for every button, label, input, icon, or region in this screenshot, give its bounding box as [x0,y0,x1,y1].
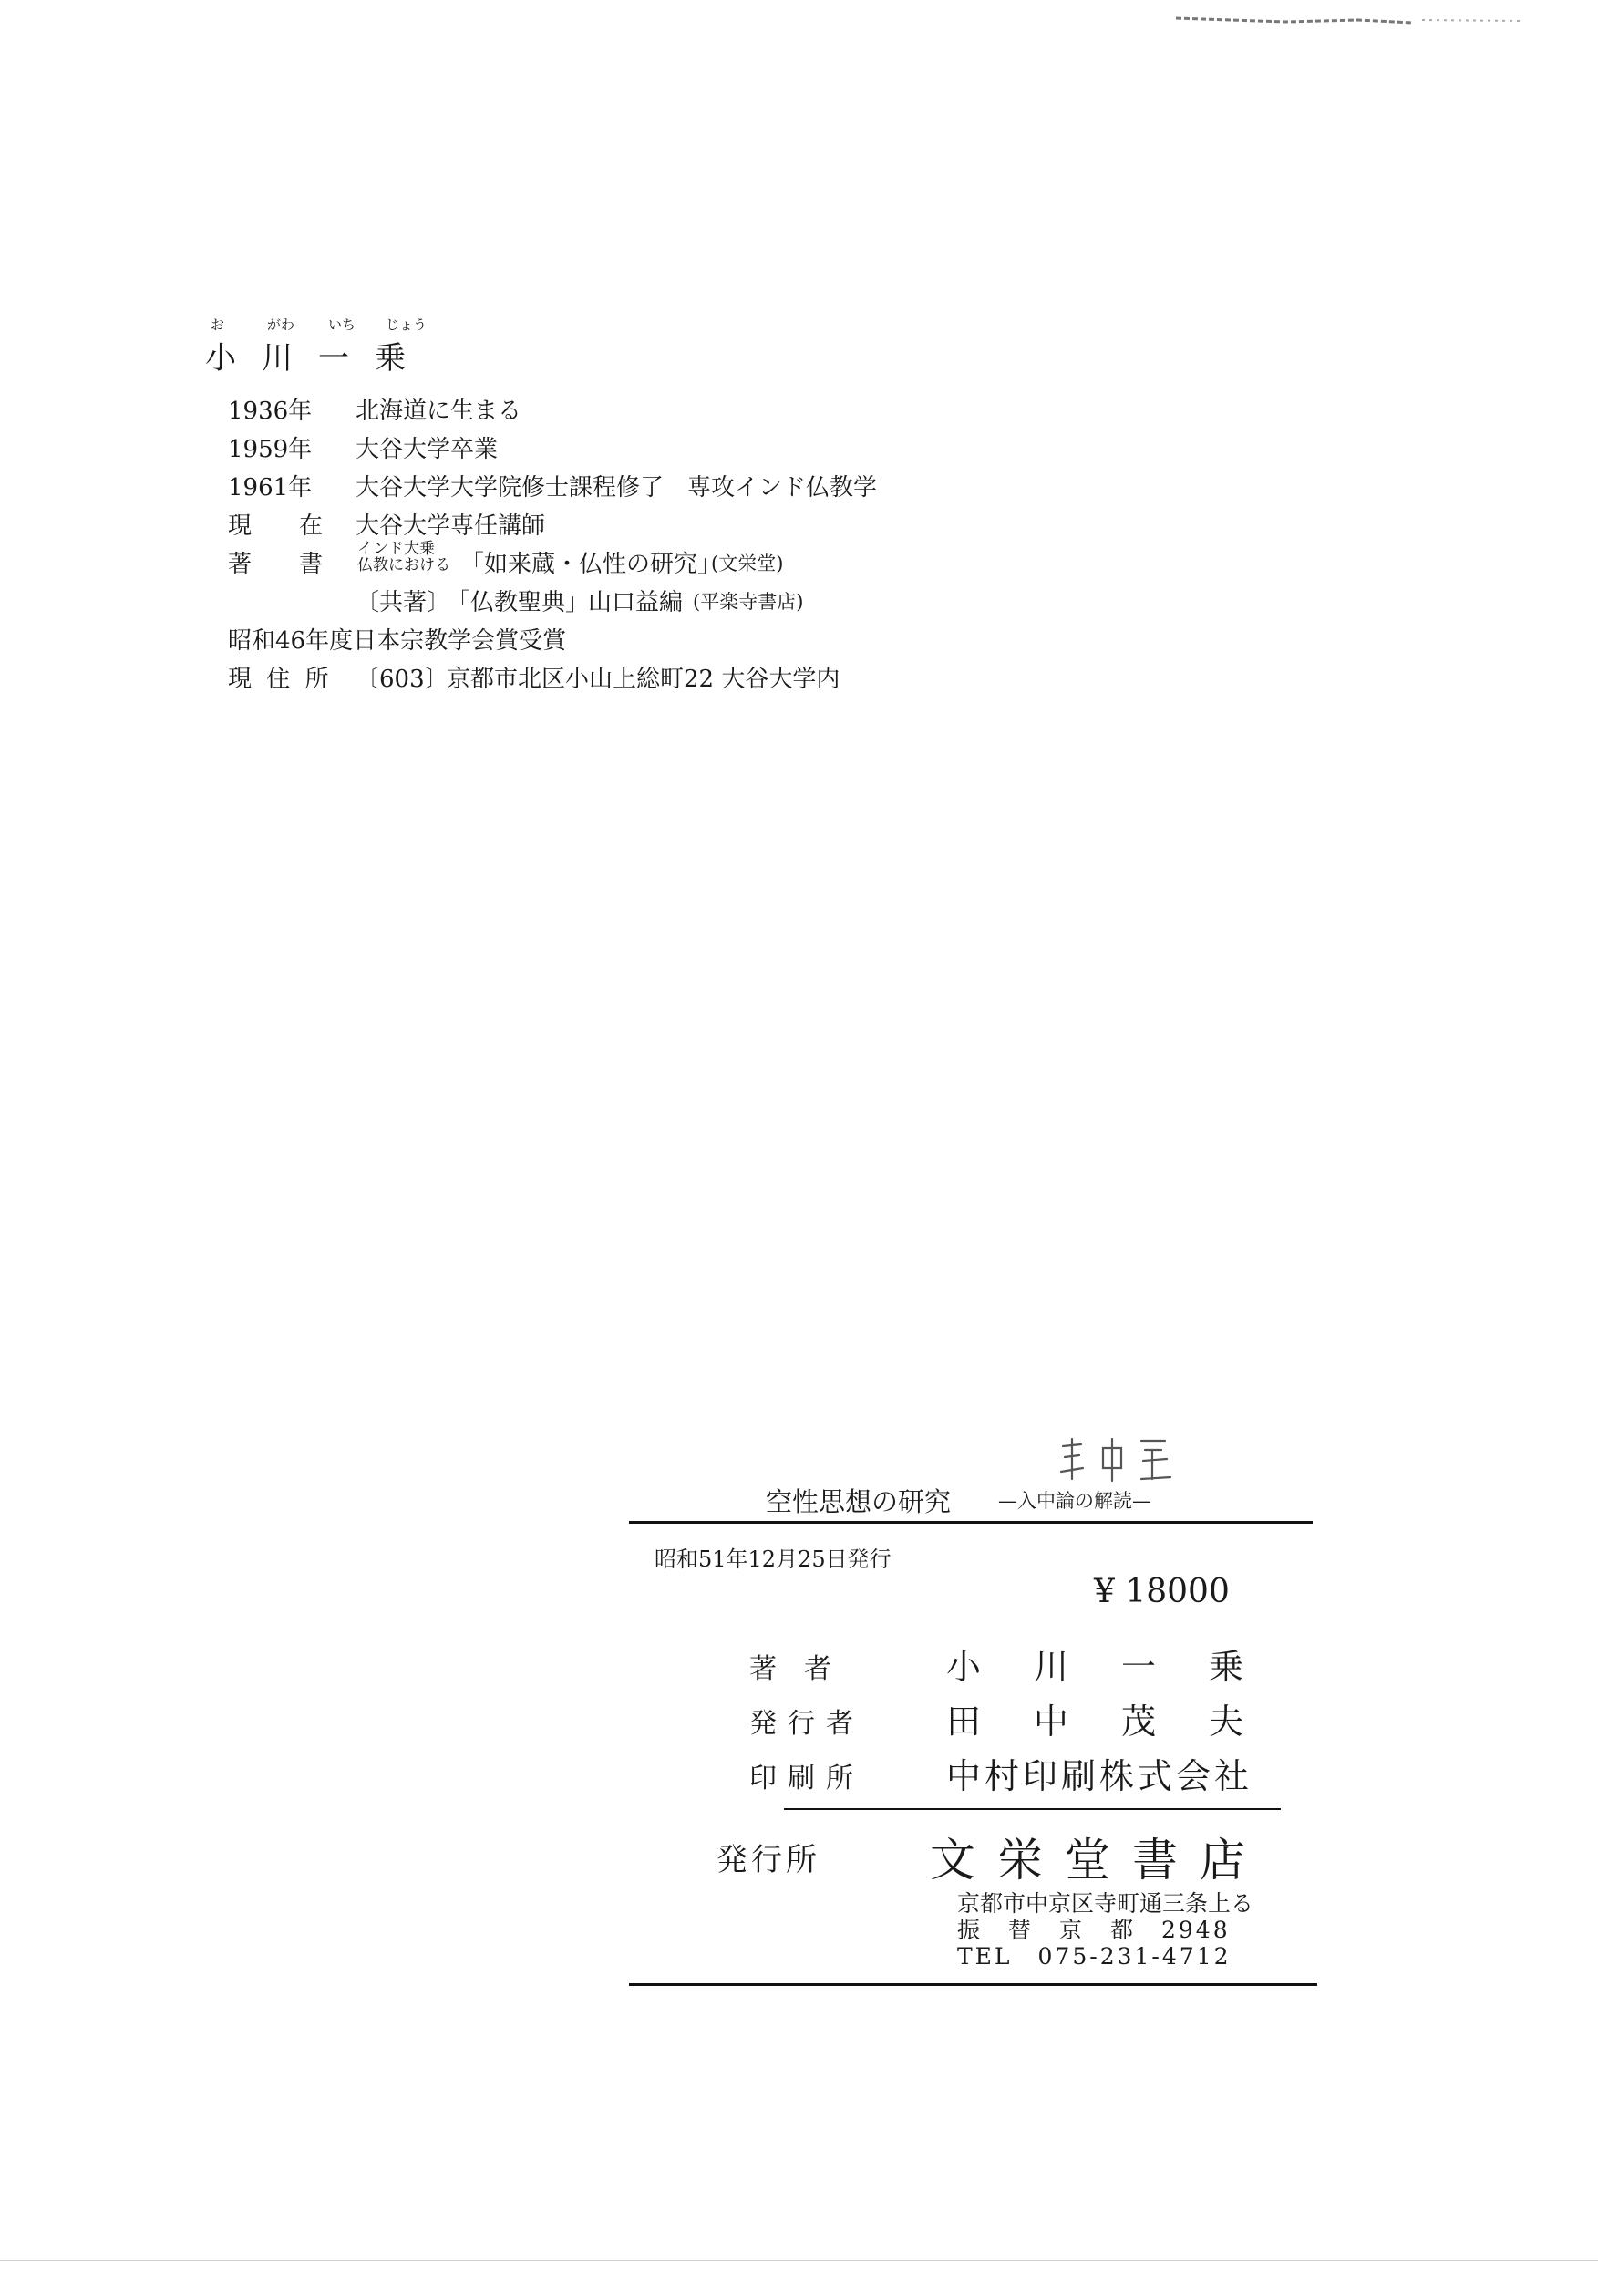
handwritten-stamp [1057,1432,1180,1486]
book2-title: 「仏教聖典」 [447,589,590,616]
ruby-gawa: がわ [267,316,295,333]
book1-prefix-line2: 仏教における [357,556,450,574]
bottom-rule [629,1983,1317,1986]
ruby-jou: じょう [386,316,428,333]
furikae-account: 振 替 京 都 2948 [957,1917,1231,1943]
address-text: 京都市北区小山上総町22 大谷大学内 [447,666,840,693]
middle-rule [784,1808,1281,1810]
bio-year-label: 1961年 [228,474,313,502]
bio-text: 北海道に生まる [356,398,522,425]
book2-coauthor: 〔共著〕 [356,589,451,616]
book1-publisher: (文栄堂) [711,553,784,574]
bio-current-label: 現 在 [228,512,324,540]
top-rule [629,1521,1313,1524]
book-subtitle: —入中論の解読— [998,1490,1151,1512]
author-label: 著者 [749,1653,859,1685]
printer-label: 印刷所 [749,1763,864,1794]
scan-edge-bottom [0,2260,1598,2261]
publisher-name: 文栄堂書店 [930,1834,1267,1887]
bio-text: 大谷大学大学院修士課程修了 専攻インド仏教学 [356,474,878,502]
bio-text: 大谷大学卒業 [356,436,499,463]
address-postal: 〔603〕 [356,666,448,693]
ruby-o: お [211,316,225,333]
telephone: TEL 075-231-4712 [957,1943,1232,1970]
ruby-ichi: いち [328,316,356,333]
bio-year-label: 1936年 [228,398,313,425]
author-name: 小川一乗 [205,340,431,377]
book-title: 空性思想の研究 [766,1486,952,1517]
book2-editor: 山口益編 [588,589,684,616]
bio-year-label: 1959年 [228,436,313,463]
address-label: 現 住 所 [228,666,333,693]
award: 昭和46年度日本宗教学会賞受賞 [228,627,567,655]
book1-prefix-line1: インド大乗 [357,540,435,558]
publisher-office-label: 発行所 [717,1842,820,1878]
scan-noise-top [1176,13,1522,27]
publisher-address: 京都市中京区寺町通三条上る [957,1890,1254,1917]
publisher-person-label: 発行者 [749,1708,864,1740]
price: ¥ 18000 [1094,1573,1230,1610]
author-value: 小 川 一 乗 [946,1647,1253,1687]
publication-date: 昭和51年12月25日発行 [655,1546,892,1572]
book1-title: 「如来蔵・仏性の研究」 [460,551,722,578]
printer-value: 中村印刷株式会社 [946,1756,1253,1796]
book2-publisher: (平楽寺書店) [693,591,804,613]
bio-works-label: 著 書 [228,551,324,578]
publisher-person-value: 田 中 茂 夫 [946,1701,1253,1742]
bio-current-position: 大谷大学専任講師 [356,512,546,540]
